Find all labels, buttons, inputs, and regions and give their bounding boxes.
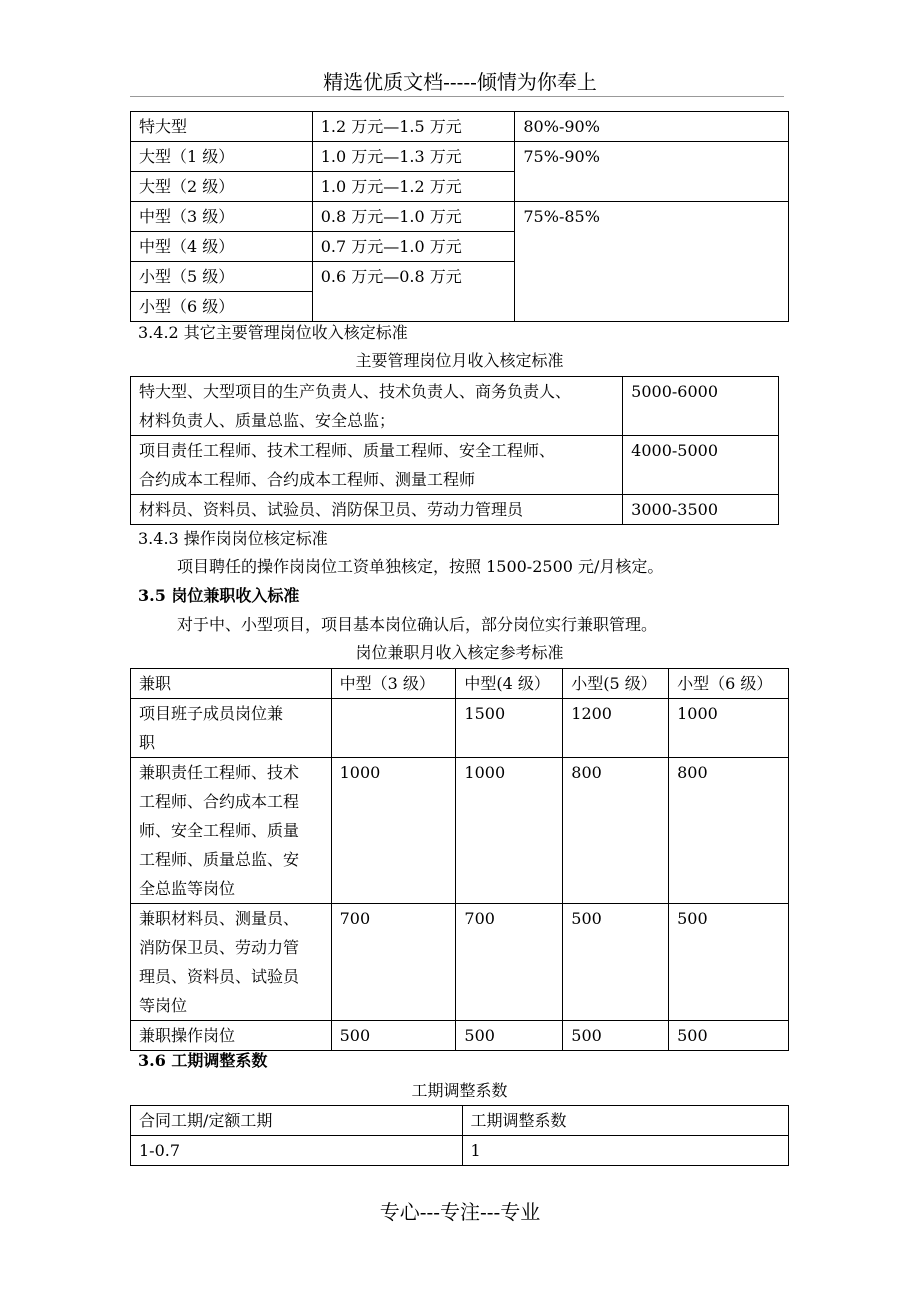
header-rule (130, 96, 784, 97)
table-cell: 大型（2 级） (131, 172, 313, 202)
table-row (131, 112, 789, 142)
cell-line: 合约成本工程师、合约成本工程师、测量工程师 (139, 470, 476, 489)
part-time-income-table (130, 668, 789, 1051)
table-cell (131, 758, 332, 904)
column-header: 小型(5 级） (563, 669, 669, 699)
column-header: 合同工期/定额工期 (131, 1106, 463, 1136)
table-cell: 500 (563, 1021, 669, 1051)
cell-line: 特大型、大型项目的生产负责人、技术负责人、商务负责人、 (139, 382, 572, 401)
table-cell: 兼职操作岗位 (131, 1021, 332, 1051)
table-cell: 1-0.7 (131, 1136, 463, 1166)
table-cell (131, 377, 623, 436)
page-header: 精选优质文档-----倾情为你奉上 (323, 70, 597, 94)
column-header: 小型（6 级） (669, 669, 789, 699)
section-heading-3-5: 3.5 岗位兼职收入标准 (138, 586, 300, 605)
column-header: 中型(4 级） (456, 669, 563, 699)
table-row (131, 758, 789, 904)
cell-line: 兼职责任工程师、技术 (139, 763, 300, 782)
table-cell: 0.8 万元—1.0 万元 (312, 202, 515, 232)
table-cell: 0.7 万元—1.0 万元 (312, 232, 515, 262)
page-footer: 专心---专注---专业 (379, 1200, 541, 1224)
table-row (131, 202, 789, 232)
cell-line: 材料负责人、质量总监、安全总监； (139, 411, 396, 430)
column-header: 兼职 (131, 669, 332, 699)
cell-line: 师、安全工程师、质量 (139, 821, 300, 840)
table-cell: 800 (563, 758, 669, 904)
cell-line: 等岗位 (139, 996, 188, 1015)
cell-line: 职 (139, 733, 156, 752)
paragraph-operation-wage: 项目聘任的操作岗岗位工资单独核定，按照 1500-2500 元/月核定。 (177, 557, 664, 576)
table-cell: 5000-6000 (623, 377, 779, 436)
table-cell: 1.2 万元—1.5 万元 (312, 112, 515, 142)
table-cell: 4000-5000 (623, 436, 779, 495)
table-cell: 500 (669, 904, 789, 1021)
table-cell: 大型（1 级） (131, 142, 313, 172)
table-cell: 80%-90% (515, 112, 789, 142)
cell-line: 理员、资料员、试验员 (139, 967, 300, 986)
salary-level-table (130, 111, 789, 322)
cell-line: 兼职材料员、测量员、 (139, 909, 300, 928)
section-heading-3-6: 3.6 工期调整系数 (138, 1051, 268, 1070)
table-cell: 500 (456, 1021, 563, 1051)
cell-line: 全总监等岗位 (139, 879, 236, 898)
cell-line: 项目责任工程师、技术工程师、质量工程师、安全工程师、 (139, 441, 556, 460)
table-cell (331, 699, 456, 758)
cell-line: 工程师、质量总监、安 (139, 850, 300, 869)
table-cell: 1000 (456, 758, 563, 904)
table-header-row (131, 1106, 789, 1136)
cell-line: 项目班子成员岗位兼 (139, 704, 284, 723)
column-header: 工期调整系数 (462, 1106, 789, 1136)
table-cell: 小型（5 级） (131, 262, 313, 292)
cell-line: 消防保卫员、劳动力管 (139, 938, 300, 957)
table-cell: 中型（3 级） (131, 202, 313, 232)
table-cell: 700 (456, 904, 563, 1021)
table-cell: 特大型 (131, 112, 313, 142)
table-cell: 500 (563, 904, 669, 1021)
table-cell: 500 (331, 1021, 456, 1051)
table-row (131, 142, 789, 172)
table-row (131, 699, 789, 758)
table-cell: 500 (669, 1021, 789, 1051)
table-cell: 700 (331, 904, 456, 1021)
table-cell: 1 (462, 1136, 789, 1166)
cell-line: 工程师、合约成本工程 (139, 792, 300, 811)
table-cell: 800 (669, 758, 789, 904)
table-cell: 材料员、资料员、试验员、消防保卫员、劳动力管理员 (131, 495, 623, 525)
table-row (131, 1136, 789, 1166)
table-cell: 1000 (331, 758, 456, 904)
management-income-table (130, 376, 779, 525)
table-cell: 0.6 万元—0.8 万元 (312, 262, 515, 322)
table-row (131, 436, 779, 495)
table-cell: 3000-3500 (623, 495, 779, 525)
table-cell: 小型（6 级） (131, 292, 313, 322)
table-cell (131, 904, 332, 1021)
column-header: 中型（3 级） (331, 669, 456, 699)
paragraph-part-time: 对于中、小型项目，项目基本岗位确认后，部分岗位实行兼职管理。 (177, 615, 658, 634)
duration-coefficient-table (130, 1105, 789, 1166)
table-cell (131, 699, 332, 758)
table-title-management: 主要管理岗位月收入核定标准 (355, 351, 564, 370)
section-heading-3-4-3: 3.4.3 操作岗岗位核定标准 (138, 529, 328, 548)
table-cell: 75%-90% (515, 142, 789, 202)
table-cell: 中型（4 级） (131, 232, 313, 262)
table-row (131, 1021, 789, 1051)
table-cell: 1000 (669, 699, 789, 758)
table-cell (131, 436, 623, 495)
table-row (131, 904, 789, 1021)
table-header-row (131, 669, 789, 699)
section-heading-3-4-2: 3.4.2 其它主要管理岗位收入核定标准 (138, 323, 408, 342)
table-title-duration: 工期调整系数 (411, 1081, 508, 1100)
table-row (131, 495, 779, 525)
table-cell: 75%-85% (515, 202, 789, 322)
table-cell: 1200 (563, 699, 669, 758)
table-row (131, 377, 779, 436)
table-title-part-time: 岗位兼职月收入核定参考标准 (355, 643, 564, 662)
table-cell: 1.0 万元—1.3 万元 (312, 142, 515, 172)
table-cell: 1500 (456, 699, 563, 758)
table-cell: 1.0 万元—1.2 万元 (312, 172, 515, 202)
